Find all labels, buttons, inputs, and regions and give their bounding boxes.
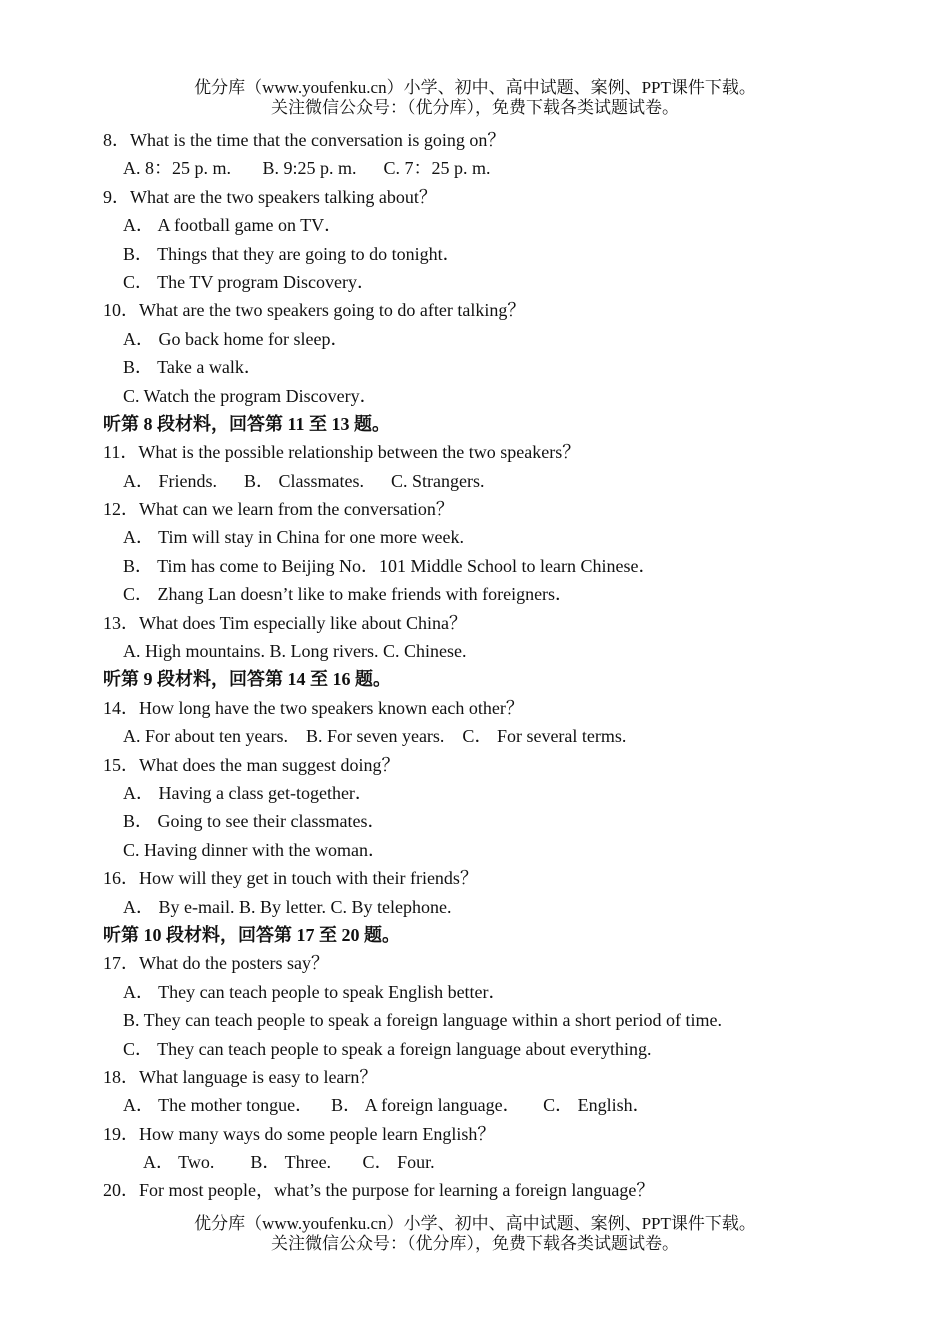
question-18: 18．What language is easy to learn？ (103, 1066, 378, 1087)
question-9-option-c: C． The TV program Discovery． (123, 271, 375, 292)
header-line-1: 优分库（www.youfenku.cn）小学、初中、高中试题、案例、PPT课件下载。 (194, 78, 756, 97)
section-heading-9: 听第 9 段材料，回答第 14 至 16 题。 (103, 669, 391, 690)
question-19-options: A． Two. B． Three. C． Four. (143, 1152, 435, 1173)
question-9-option-b: B． Things that they are going to do tonight． (123, 243, 461, 264)
question-12: 12．What can we learn from the conversation？ (103, 499, 454, 520)
question-15-option-c: C. Having dinner with the woman． (123, 839, 386, 860)
question-17-option-c: C． They can teach people to speak a foreign language about everything. (123, 1038, 652, 1059)
question-11: 11．What is the possible relationship between the two speakers？ (103, 442, 581, 463)
question-15-option-a: A． Having a class get-together． (123, 782, 373, 803)
question-8-options: A. 8：25 p. m. B. 9:25 p. m. C. 7：25 p. m. (123, 158, 491, 179)
question-16: 16．How will they get in touch with their friends？ (103, 868, 478, 889)
question-20: 20．For most people，what’s the purpose for learning a foreign language？ (103, 1180, 655, 1201)
question-13: 13．What does Tim especially like about China？ (103, 612, 467, 633)
question-12-option-a: A． Tim will stay in China for one more week. (123, 527, 464, 548)
header-line-2: 关注微信公众号：（优分库），免费下载各类试题试卷。 (271, 98, 679, 117)
page-footer (0, 1214, 950, 1254)
question-9: 9．What are the two speakers talking about？ (103, 186, 437, 207)
question-14-options: A. For about ten years. B. For seven years. C． For several terms. (123, 726, 627, 747)
question-10: 10．What are the two speakers going to do after talking？ (103, 300, 526, 321)
footer-line-2: 关注微信公众号：（优分库），免费下载各类试题试卷。 (271, 1234, 679, 1253)
section-heading-10: 听第 10 段材料，回答第 17 至 20 题。 (103, 924, 400, 945)
question-16-options: A． By e-mail. B. By letter. C. By telephone. (123, 896, 452, 917)
question-9-option-a: A． A football game on TV． (123, 215, 343, 236)
question-17-option-b: B. They can teach people to speak a foreign language within a short period of time. (123, 1010, 722, 1031)
page-header (0, 78, 950, 118)
question-13-options: A. High mountains. B. Long rivers. C. Chinese. (123, 641, 467, 662)
question-10-option-c: C. Watch the program Discovery． (123, 385, 378, 406)
exam-content (103, 126, 903, 1205)
footer-line-1: 优分库（www.youfenku.cn）小学、初中、高中试题、案例、PPT课件下载。 (194, 1214, 756, 1233)
question-18-options: A． The mother tongue． B． A foreign language． C． English． (123, 1095, 651, 1116)
question-12-option-b: B． Tim has come to Beijing No．101 Middle School to learn Chinese． (123, 555, 657, 576)
question-17-option-a: A． They can teach people to speak English better． (123, 981, 507, 1002)
question-10-option-b: B． Take a walk． (123, 357, 262, 378)
question-14: 14．How long have the two speakers known each other？ (103, 697, 524, 718)
question-17: 17．What do the posters say？ (103, 953, 329, 974)
question-15: 15．What does the man suggest doing？ (103, 754, 400, 775)
question-11-options: A． Friends. B． Classmates. C. Strangers. (123, 470, 485, 491)
question-15-option-b: B． Going to see their classmates． (123, 811, 386, 832)
question-12-option-c: C． Zhang Lan doesn’t like to make friends with foreigners． (123, 584, 574, 605)
question-19: 19．How many ways do some people learn English？ (103, 1123, 496, 1144)
section-heading-8: 听第 8 段材料，回答第 11 至 13 题。 (103, 413, 391, 434)
question-8: 8．What is the time that the conversation is going on？ (103, 130, 506, 150)
question-10-option-a: A． Go back home for sleep． (123, 328, 349, 349)
